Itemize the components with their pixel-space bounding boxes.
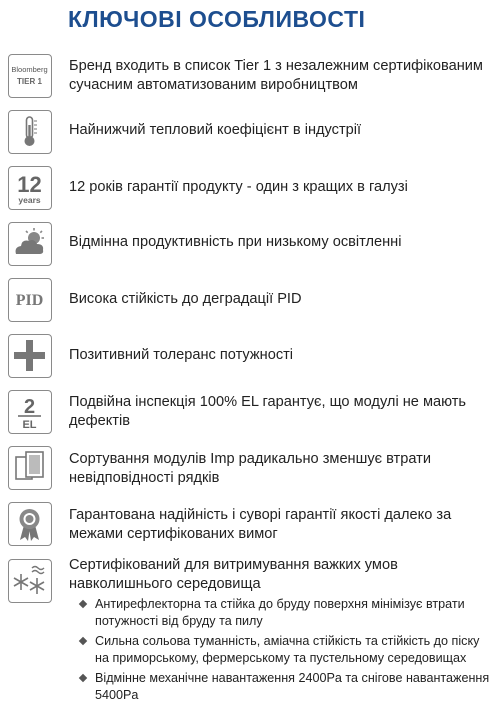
feature-text: Сортування модулів Imp радикально зменшує втрати невідповідності рядків <box>69 451 431 486</box>
feature-text: Сертифікований для витримування важких умов навколишнього середовища <box>69 557 398 592</box>
module-sorting-icon <box>8 446 52 490</box>
snowflake-weather-icon <box>8 559 52 603</box>
bullet-diamond-icon <box>79 674 87 682</box>
svg-text:years: years <box>18 195 41 205</box>
feature-text: Позитивний толеранс потужності <box>69 347 294 363</box>
bullet-diamond-icon <box>79 637 87 645</box>
feature-text: Відмінна продуктивність при низькому освітленні <box>69 234 402 250</box>
feature-text: Найнижчий тепловий коефіцієнт в індустрії <box>69 122 362 138</box>
warranty-12-years-icon <box>8 166 52 210</box>
thermometer-icon <box>8 110 52 154</box>
list-item: Антирефлекторна та стійка до бруду поверхня мінімізує втрати потужності від бруду та пилу <box>80 596 495 629</box>
feature-text: Гарантована надійність і суворі гарантії якості далеко за межами сертифікованих вимог <box>69 507 452 542</box>
feature-text: Висока стійкість до деградації PID <box>69 291 302 307</box>
svg-text:TIER 1: TIER 1 <box>17 77 42 86</box>
bullet-diamond-icon <box>79 600 87 608</box>
list-item: Відмінне механічне навантаження 2400Pa та снігове навантаження 5400Pa <box>80 670 495 703</box>
cloud-sun-icon <box>8 222 52 266</box>
svg-text:EL: EL <box>22 419 37 431</box>
list-item: Сильна сольова туманність, аміачна стійкість та стійкість до піску на приморському, фермерському та пустельному середовищах <box>80 633 495 666</box>
svg-text:Bloomberg: Bloomberg <box>11 65 48 74</box>
feature-text: Бренд входить в список Tier 1 з незалежним сертифікованим сучасним автоматизованим виробництвом <box>69 58 483 93</box>
bloomberg-tier1-icon <box>8 54 52 98</box>
quality-award-icon <box>8 502 52 546</box>
svg-text:PID: PID <box>15 292 44 309</box>
plus-icon <box>8 334 52 378</box>
page-title: КЛЮЧОВІ ОСОБЛИВОСТІ <box>68 6 366 32</box>
el-inspection-icon <box>8 390 52 434</box>
svg-text:12: 12 <box>17 172 42 197</box>
feature-text: Подвійна інспекція 100% EL гарантує, що модулі не мають дефектів <box>69 394 467 429</box>
environment-bullet-list <box>80 596 495 707</box>
feature-text: 12 років гарантії продукту - один з кращих в галузі <box>69 179 408 195</box>
svg-text:2: 2 <box>23 396 36 418</box>
pid-icon <box>8 278 52 322</box>
